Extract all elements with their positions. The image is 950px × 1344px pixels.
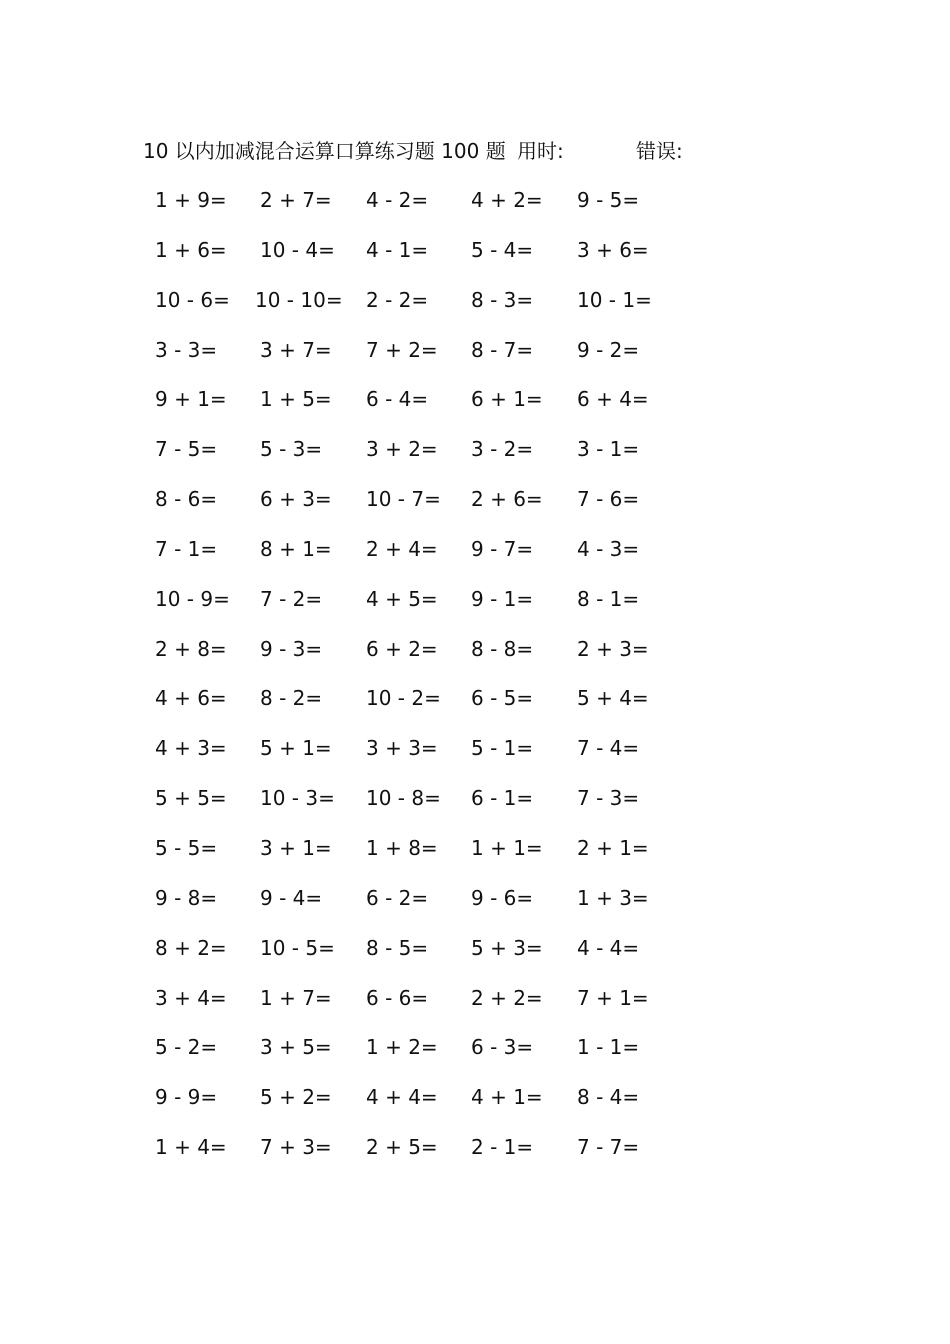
problem-item: 1 + 5= bbox=[260, 387, 332, 412]
problem-item: 8 - 3= bbox=[471, 287, 534, 312]
problem-item: 6 - 2= bbox=[366, 885, 429, 910]
problem-item: 3 + 3= bbox=[366, 736, 438, 761]
problem-item: 5 + 4= bbox=[577, 686, 649, 711]
problem-item: 7 - 6= bbox=[577, 487, 640, 512]
problem-item: 1 + 2= bbox=[366, 1035, 438, 1060]
problem-item: 3 - 2= bbox=[471, 437, 534, 462]
problem-item: 6 - 6= bbox=[366, 985, 429, 1010]
problem-item: 10 - 9= bbox=[155, 586, 230, 611]
problem-item: 3 - 1= bbox=[577, 437, 640, 462]
problem-item: 7 - 3= bbox=[577, 786, 640, 811]
worksheet-title: 10 以内加减混合运算口算练习题 100 题 bbox=[143, 139, 506, 163]
problem-item: 7 + 2= bbox=[366, 337, 438, 362]
problem-item: 4 - 4= bbox=[577, 935, 640, 960]
problem-item: 9 - 9= bbox=[155, 1085, 218, 1110]
problem-item: 5 - 2= bbox=[155, 1035, 218, 1060]
problem-item: 6 + 1= bbox=[471, 387, 543, 412]
problem-item: 9 - 2= bbox=[577, 337, 640, 362]
problem-item: 9 - 1= bbox=[471, 586, 534, 611]
problem-item: 7 + 1= bbox=[577, 985, 649, 1010]
problem-item: 6 + 4= bbox=[577, 387, 649, 412]
problem-item: 6 + 3= bbox=[260, 487, 332, 512]
problem-item: 10 - 1= bbox=[577, 287, 652, 312]
problem-item: 1 + 3= bbox=[577, 885, 649, 910]
problem-item: 10 - 5= bbox=[260, 935, 335, 960]
problem-item: 4 + 3= bbox=[155, 736, 227, 761]
problem-item: 3 + 5= bbox=[260, 1035, 332, 1060]
problem-item: 8 - 6= bbox=[155, 487, 218, 512]
problem-item: 10 - 3= bbox=[260, 786, 335, 811]
problem-item: 9 - 7= bbox=[471, 536, 534, 561]
problem-item: 3 + 6= bbox=[577, 237, 649, 262]
problem-item: 8 + 1= bbox=[260, 536, 332, 561]
problem-item: 4 + 5= bbox=[366, 586, 438, 611]
problem-item: 8 - 2= bbox=[260, 686, 323, 711]
problem-item: 5 - 5= bbox=[155, 835, 218, 860]
problem-item: 10 - 7= bbox=[366, 487, 441, 512]
problem-item: 5 + 1= bbox=[260, 736, 332, 761]
problem-item: 4 - 2= bbox=[366, 188, 429, 212]
problem-item: 4 - 3= bbox=[577, 536, 640, 561]
problem-item: 3 + 1= bbox=[260, 835, 332, 860]
problem-item: 10 - 6= bbox=[155, 287, 230, 312]
time-used-label: 用时: bbox=[517, 139, 564, 163]
problem-item: 7 - 7= bbox=[577, 1135, 640, 1160]
problem-item: 7 - 1= bbox=[155, 536, 218, 561]
problem-item: 7 - 5= bbox=[155, 437, 218, 462]
problem-item: 7 - 4= bbox=[577, 736, 640, 761]
problem-item: 6 + 2= bbox=[366, 636, 438, 661]
problem-item: 1 + 9= bbox=[155, 188, 227, 212]
problem-item: 2 + 7= bbox=[260, 188, 332, 212]
problem-item: 9 - 6= bbox=[471, 885, 534, 910]
problem-item: 3 + 7= bbox=[260, 337, 332, 362]
problem-item: 2 - 1= bbox=[471, 1135, 534, 1160]
problem-item: 6 - 4= bbox=[366, 387, 429, 412]
problem-item: 10 - 4= bbox=[260, 237, 335, 262]
problem-item: 8 - 8= bbox=[471, 636, 534, 661]
problem-item: 10 - 8= bbox=[366, 786, 441, 811]
problem-item: 4 + 1= bbox=[471, 1085, 543, 1110]
problem-item: 5 - 1= bbox=[471, 736, 534, 761]
problem-item: 3 + 2= bbox=[366, 437, 438, 462]
problem-item: 9 + 1= bbox=[155, 387, 227, 412]
problem-item: 6 - 3= bbox=[471, 1035, 534, 1060]
problem-item: 10 - 2= bbox=[366, 686, 441, 711]
problem-item: 2 - 2= bbox=[366, 287, 429, 312]
problem-item: 9 - 3= bbox=[260, 636, 323, 661]
problem-item: 2 + 3= bbox=[577, 636, 649, 661]
problem-item: 2 + 2= bbox=[471, 985, 543, 1010]
problem-item: 6 - 1= bbox=[471, 786, 534, 811]
problem-item: 2 + 5= bbox=[366, 1135, 438, 1160]
errors-label: 错误: bbox=[636, 139, 683, 163]
problem-item: 2 + 1= bbox=[577, 835, 649, 860]
problem-item: 5 - 4= bbox=[471, 237, 534, 262]
problem-item: 4 + 6= bbox=[155, 686, 227, 711]
problem-item: 1 + 4= bbox=[155, 1135, 227, 1160]
problem-item: 4 + 4= bbox=[366, 1085, 438, 1110]
problem-item: 3 + 4= bbox=[155, 985, 227, 1010]
problem-item: 5 + 2= bbox=[260, 1085, 332, 1110]
problem-item: 9 - 5= bbox=[577, 188, 640, 212]
problem-item: 4 - 1= bbox=[366, 237, 429, 262]
problem-item: 5 - 3= bbox=[260, 437, 323, 462]
problem-item: 1 + 6= bbox=[155, 237, 227, 262]
problem-item: 6 - 5= bbox=[471, 686, 534, 711]
problem-item: 5 + 5= bbox=[155, 786, 227, 811]
problem-item: 9 - 8= bbox=[155, 885, 218, 910]
problem-item: 8 - 5= bbox=[366, 935, 429, 960]
problem-item: 8 - 7= bbox=[471, 337, 534, 362]
problem-item: 5 + 3= bbox=[471, 935, 543, 960]
problem-item: 2 + 8= bbox=[155, 636, 227, 661]
problem-item: 1 + 1= bbox=[471, 835, 543, 860]
problem-item: 1 + 8= bbox=[366, 835, 438, 860]
problem-item: 3 - 3= bbox=[155, 337, 218, 362]
problem-item: 9 - 4= bbox=[260, 885, 323, 910]
problem-item: 10 - 10= bbox=[255, 287, 343, 312]
problem-item: 8 + 2= bbox=[155, 935, 227, 960]
problem-item: 8 - 1= bbox=[577, 586, 640, 611]
problem-item: 8 - 4= bbox=[577, 1085, 640, 1110]
problem-item: 2 + 4= bbox=[366, 536, 438, 561]
problem-item: 2 + 6= bbox=[471, 487, 543, 512]
problem-item: 1 - 1= bbox=[577, 1035, 640, 1060]
problem-item: 1 + 7= bbox=[260, 985, 332, 1010]
problem-item: 7 - 2= bbox=[260, 586, 323, 611]
problem-item: 7 + 3= bbox=[260, 1135, 332, 1160]
problem-item: 4 + 2= bbox=[471, 188, 543, 212]
